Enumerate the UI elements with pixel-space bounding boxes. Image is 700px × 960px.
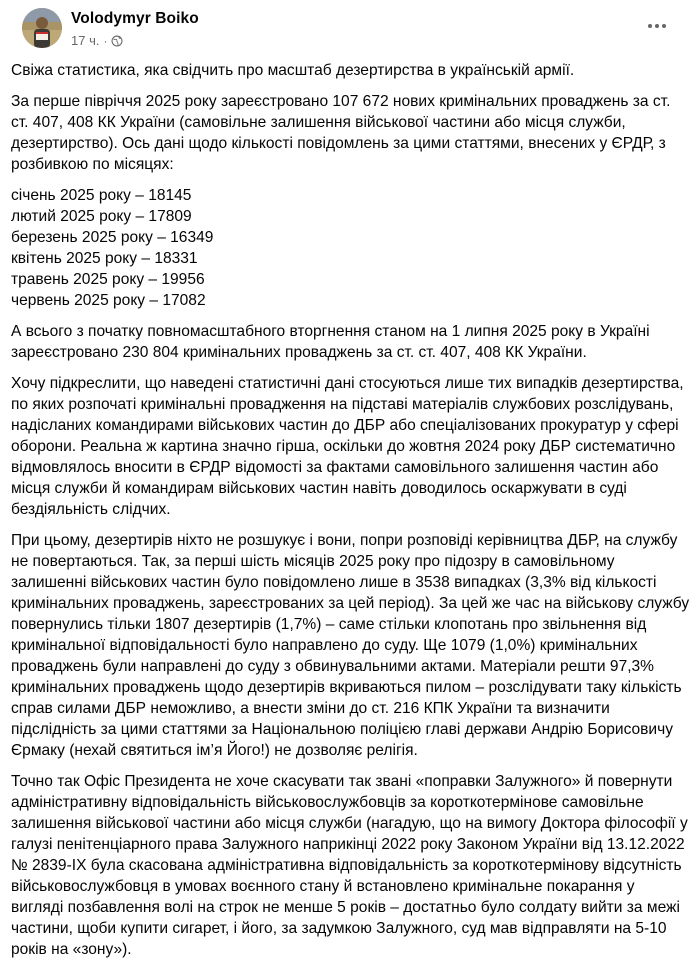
stat-line: січень 2025 року – 18145 bbox=[11, 187, 192, 204]
stat-line: березень 2025 року – 16349 bbox=[11, 229, 214, 246]
paragraph-2: За перше півріччя 2025 року зареєстровано 107 672 нових кримінальних проваджень за ст. ст. 407, 408 КК України (самовільне залишення військової частини або місця служби, дезертирство). Ось дані щодо кількості повідомлень за цими статтями, внесених у ЄРДР, з розбивкою по місяцях: bbox=[11, 93, 671, 173]
monthly-stats-list bbox=[11, 185, 690, 311]
author-name[interactable]: Volodymyr Boiko bbox=[71, 10, 199, 27]
more-horizontal-icon bbox=[648, 24, 652, 28]
more-dot bbox=[655, 24, 659, 28]
stat-line: лютий 2025 року – 17809 bbox=[11, 208, 192, 225]
paragraph-5: При цьому, дезертирів ніхто не розшукує і вони, попри розповіді керівництва ДБР, на службу не повертаються. Так, за перші шість місяців 2025 року про підозру в самовільному залишенні військових частин було повідомлено лише в 3538 випадках (3,3% від кількості кримінальних проваджень, зареєстрованих за цей період). За цей же час на військову службу повернулись тільки 1807 дезертирів (1,7%) – саме стільки клопотань про звільнення від кримінальної відповідальності було направлено до суду. Ще 1079 (1,0%) кримінальних проваджень були направлені до суду з обвинувальними актами. Матеріали решти 97,3% кримінальних проваджень щодо дезертирів вкриваються пилом – розслідувати таку кількість справ силами ДБР неможливо, а внести зміни до ст. 216 КПК України та визначити підслідність за цими статтями за Національною поліцією главі держави Андрію Борисовичу Єрмаку (нехай святиться ім’я Його!) не дозволяє релігія. bbox=[11, 532, 690, 759]
more-options-button[interactable] bbox=[644, 16, 670, 36]
post-text bbox=[11, 54, 690, 960]
paragraph-3: А всього з початку повномасштабного вторгнення станом на 1 липня 2025 року в Україні зареєстровано 230 804 кримінальних проваджень за ст. ст. 407, 408 КК України. bbox=[11, 323, 650, 361]
stat-line: червень 2025 року – 17082 bbox=[11, 292, 206, 309]
globe-icon bbox=[111, 35, 123, 47]
stat-line: квітень 2025 року – 18331 bbox=[11, 250, 198, 267]
author-avatar[interactable] bbox=[22, 8, 62, 48]
paragraph-1: Свіжа статистика, яка свідчить про масштаб дезертирства в українській армії. bbox=[11, 62, 575, 79]
post-header bbox=[11, 0, 690, 54]
post-meta bbox=[71, 33, 123, 48]
meta-separator: · bbox=[103, 33, 108, 48]
paragraph-4: Хочу підкреслити, що наведені статистичні дані стосуються лише тих випадків дезертирства, по яких розпочаті кримінальні провадження на підставі матеріалів службових розслідувань, надісланих командирами військових частин до ДБР або спеціалізованих прокуратур у сфері оборони. Реальна ж картина значно гірша, оскільки до жовтня 2024 року ДБР систематично відмовлялось вносити в ЄРДР відомості за фактами самовільного залишення частин або місця служби й командирам військових частин навіть доводилось оскаржувати в суді бездіяльність слідчих. bbox=[11, 375, 684, 518]
profile-photo-icon bbox=[22, 8, 62, 48]
more-dot bbox=[662, 24, 666, 28]
post-timestamp[interactable]: 17 ч. bbox=[71, 33, 100, 48]
stat-line: травень 2025 року – 19956 bbox=[11, 271, 205, 288]
paragraph-6: Точно так Офіс Президента не хоче скасувати так звані «поправки Залужного» й повернути адміністративну відповідальність військовослужбовців за короткотермінове самовільне залишення військової частини або місця служби (нагадую, що на вимогу Доктора філософії у галузі пенітенціарного права Залужного наприкінці 2022 року Законом України від 13.12.2022 № 2839-IX була скасована адміністративна відповідальність за короткотермінову відсутність військовослужбовця в умовах воєнного стану й встановлено кримінальне покарання у вигляді позбавлення волі на строк не менше 5 років – достатньо було солдату вийти за межі частини, щоби купити сигарет, і його, за задумкою Залужного, суд мав відправляти на 5-10 років на «зону»). bbox=[11, 773, 688, 958]
